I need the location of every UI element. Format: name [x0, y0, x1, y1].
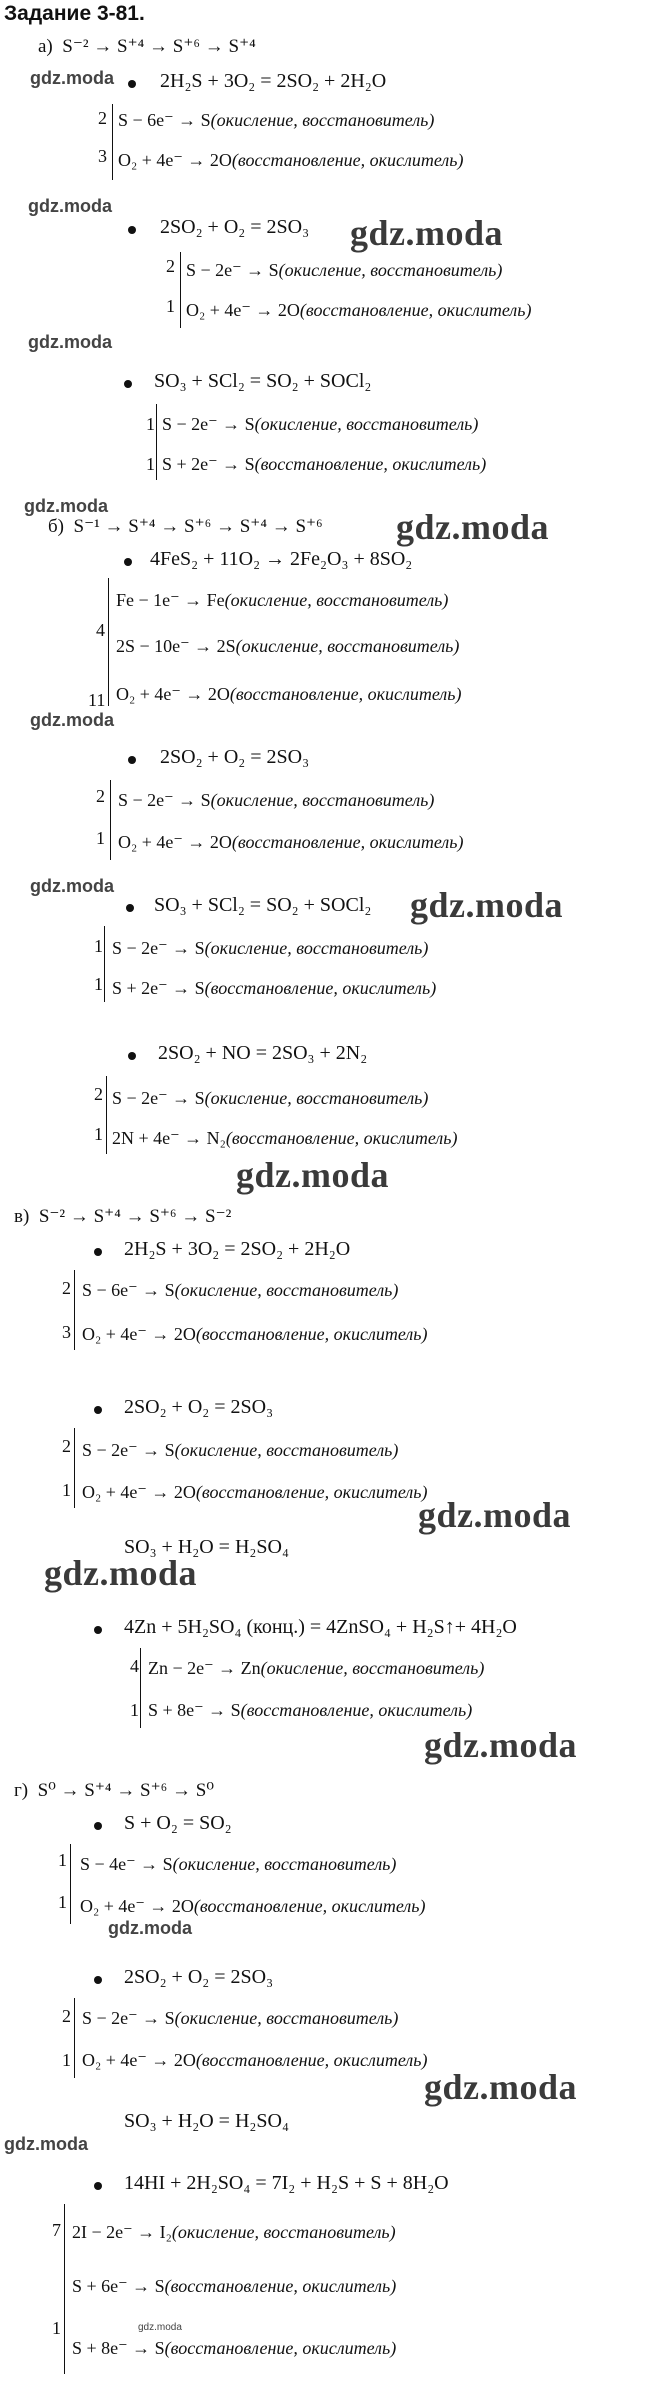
section-a-chain: S⁻² → S⁺⁴ → S⁺⁶ → S⁺⁴: [62, 36, 256, 57]
section-v-chain: S⁻² → S⁺⁴ → S⁺⁶ → S⁻²: [38, 1206, 232, 1227]
half-reaction: [186, 300, 531, 320]
equation: 2SO₂ + O₂ = 2SO₃: [124, 1396, 274, 1418]
balance-bar: [112, 104, 113, 180]
coefficient: 7: [52, 2220, 61, 2240]
balance-bar: [110, 780, 111, 860]
half-reaction-note: (восстановление, окислитель): [254, 454, 487, 474]
balance-bar: [64, 2204, 65, 2374]
coefficient: 1: [166, 296, 175, 316]
equation: S + O₂ = SO₂: [124, 1812, 232, 1834]
coefficient: 1: [58, 1892, 67, 1912]
section-g-header: [14, 1780, 214, 1802]
half-reaction-formula: S − 2e⁻ → S: [112, 1088, 205, 1108]
half-reaction-formula: S − 2e⁻ → S: [112, 938, 205, 958]
half-reaction: [80, 1854, 396, 1874]
half-reaction-note: (окисление, восстановитель): [172, 1854, 397, 1874]
watermark: gdz.moda: [138, 2322, 182, 2333]
balance-bar: [106, 1076, 107, 1154]
half-reaction-note: (восстановление, окислитель): [225, 1128, 458, 1148]
half-reaction: [80, 1896, 425, 1916]
half-reaction-formula: O₂ + 4e⁻ → 2O: [80, 1896, 194, 1916]
half-reaction-note: (окисление, восстановитель): [278, 260, 503, 280]
half-reaction-formula: S − 2e⁻ → S: [82, 2008, 175, 2028]
equation: 2SO₂ + O₂ = 2SO₃: [124, 1966, 274, 1988]
half-reaction-note: (восстановление, окислитель): [195, 2050, 428, 2070]
watermark: gdz.moda: [30, 68, 114, 88]
half-reaction-formula: O₂ + 4e⁻ → 2O: [82, 1324, 196, 1344]
section-b-header: [48, 516, 323, 538]
half-reaction: [116, 684, 461, 704]
equation: SO₃ + SCl₂ = SO₂ + SOCl₂: [154, 370, 372, 392]
watermark: gdz.moda: [424, 2067, 578, 2107]
watermark: gdz.moda: [418, 1495, 572, 1535]
half-reaction: [72, 2276, 396, 2296]
coefficient: 1: [62, 1480, 71, 1500]
watermark: gdz.moda: [4, 2134, 88, 2154]
coefficient: 1: [96, 828, 105, 848]
coefficient: 2: [62, 2006, 71, 2026]
balance-bar: [108, 578, 109, 706]
half-reaction: [186, 260, 502, 280]
section-v-header: [14, 1206, 231, 1228]
balance-bar: [74, 1428, 75, 1508]
bullet: [94, 2182, 102, 2190]
bullet: [124, 558, 132, 566]
coefficient: 2: [96, 786, 105, 806]
watermark: gdz.moda: [24, 496, 108, 516]
watermark: gdz.moda: [236, 1155, 390, 1195]
half-reaction-formula: S − 2e⁻ → S: [82, 1440, 175, 1460]
task-title: Задание 3-81.: [4, 2, 145, 25]
coefficient: 3: [98, 146, 107, 166]
half-reaction: [148, 1700, 472, 1720]
bullet: [128, 1052, 136, 1060]
coefficient: 3: [62, 1322, 71, 1342]
bullet: [94, 1976, 102, 1984]
coefficient: 11: [88, 690, 106, 710]
section-b-label: б): [48, 516, 64, 537]
half-reaction: [118, 110, 434, 130]
half-reaction-formula: S + 6e⁻ → S: [72, 2276, 165, 2296]
half-reaction: [112, 978, 436, 998]
half-reaction-formula: O₂ + 4e⁻ → 2O: [118, 832, 232, 852]
balance-bar: [74, 1270, 75, 1350]
half-reaction-note: (восстановление, окислитель): [231, 150, 464, 170]
half-reaction-formula: 2N + 4e⁻ → N₂: [112, 1128, 226, 1148]
half-reaction: [116, 636, 459, 656]
half-reaction: [82, 2008, 398, 2028]
bullet: [124, 380, 132, 388]
coefficient: 1: [94, 936, 103, 956]
bullet: [128, 756, 136, 764]
coefficient: 2: [166, 256, 175, 276]
half-reaction-note: (окисление, восстановитель): [254, 414, 479, 434]
half-reaction-note: (окисление, восстановитель): [210, 790, 435, 810]
half-reaction: [72, 2338, 396, 2358]
bullet: [128, 226, 136, 234]
coefficient: 1: [94, 1124, 103, 1144]
coefficient: 1: [94, 974, 103, 994]
half-reaction-note: (восстановление, окислитель): [231, 832, 464, 852]
watermark: gdz.moda: [44, 1553, 198, 1593]
half-reaction-formula: S − 2e⁻ → S: [118, 790, 211, 810]
section-g-label: г): [14, 1780, 29, 1801]
half-reaction-note: (восстановление, окислитель): [193, 1896, 426, 1916]
coefficient: 2: [94, 1084, 103, 1104]
equation: SO₃ + H₂O = H₂SO₄: [124, 2110, 289, 2132]
watermark: gdz.moda: [410, 885, 564, 925]
half-reaction: [72, 2222, 396, 2242]
coefficient: 1: [52, 2318, 61, 2338]
half-reaction: [112, 1128, 457, 1148]
half-reaction-note: (окисление, восстановитель): [174, 2008, 399, 2028]
half-reaction-note: (восстановление, окислитель): [229, 684, 462, 704]
coefficient: 1: [62, 2050, 71, 2070]
half-reaction-note: (окисление, восстановитель): [260, 1658, 485, 1678]
balance-bar: [140, 1648, 141, 1728]
coefficient: 1: [58, 1850, 67, 1870]
bullet: [94, 1248, 102, 1256]
half-reaction-note: (восстановление, окислитель): [195, 1482, 428, 1502]
section-v-label: в): [14, 1206, 30, 1227]
coefficient: 2: [62, 1436, 71, 1456]
half-reaction-note: (восстановление, окислитель): [204, 978, 437, 998]
half-reaction-formula: O₂ + 4e⁻ → 2O: [116, 684, 230, 704]
half-reaction-formula: S − 6e⁻ → S: [118, 110, 211, 130]
equation: SO₃ + SCl₂ = SO₂ + SOCl₂: [154, 894, 372, 916]
bullet: [94, 1406, 102, 1414]
equation: 2SO₂ + NO = 2SO₃ + 2N₂: [158, 1042, 368, 1064]
watermark: gdz.moda: [396, 507, 550, 547]
bullet: [128, 80, 136, 88]
half-reaction-note: (окисление, восстановитель): [204, 1088, 429, 1108]
half-reaction: [82, 1280, 398, 1300]
section-g-chain: S⁰ → S⁺⁴ → S⁺⁶ → S⁰: [37, 1780, 214, 1801]
half-reaction-formula: S − 6e⁻ → S: [82, 1280, 175, 1300]
coefficient: 1: [130, 1700, 139, 1720]
equation: 2SO₂ + O₂ = 2SO₃: [160, 216, 310, 238]
coefficient: 2: [62, 1278, 71, 1298]
equation: SO₃ + H₂O = H₂SO₄: [124, 1536, 289, 1558]
watermark: gdz.moda: [424, 1725, 578, 1765]
half-reaction-formula: 2S − 10e⁻ → 2S: [116, 636, 236, 656]
coefficient: 4: [96, 620, 105, 640]
half-reaction: [118, 832, 463, 852]
half-reaction-formula: S − 2e⁻ → S: [186, 260, 279, 280]
half-reaction-formula: O₂ + 4e⁻ → 2O: [82, 2050, 196, 2070]
equation: 2H₂S + 3O₂ = 2SO₂ + 2H₂O: [124, 1238, 351, 1260]
half-reaction-formula: O₂ + 4e⁻ → 2O: [118, 150, 232, 170]
equation: 4FeS₂ + 11O₂ → 2Fe₂O₃ + 8SO₂: [150, 548, 413, 570]
half-reaction-note: (восстановление, окислитель): [299, 300, 532, 320]
half-reaction-note: (окисление, восстановитель): [204, 938, 429, 958]
half-reaction: [118, 150, 463, 170]
half-reaction-note: (окисление, восстановитель): [235, 636, 460, 656]
equation: 2H₂S + 3O₂ = 2SO₂ + 2H₂O: [160, 70, 387, 92]
coefficient: 4: [130, 1656, 139, 1676]
bullet: [94, 1822, 102, 1830]
half-reaction-formula: 2I − 2e⁻ → I₂: [72, 2222, 172, 2242]
half-reaction: [82, 1324, 427, 1344]
balance-bar: [70, 1844, 71, 1924]
watermark: gdz.moda: [350, 213, 504, 253]
watermark: gdz.moda: [28, 332, 112, 352]
half-reaction-note: (восстановление, окислитель): [164, 2276, 397, 2296]
section-a-header: [38, 36, 256, 58]
half-reaction: [162, 454, 486, 474]
coefficient: 2: [98, 108, 107, 128]
balance-bar: [104, 926, 105, 1002]
half-reaction-note: (окисление, восстановитель): [174, 1440, 399, 1460]
half-reaction-note: (окисление, восстановитель): [174, 1280, 399, 1300]
half-reaction: [82, 2050, 427, 2070]
half-reaction-formula: S − 4e⁻ → S: [80, 1854, 173, 1874]
half-reaction-formula: Zn − 2e⁻ → Zn: [148, 1658, 261, 1678]
equation: 2SO₂ + O₂ = 2SO₃: [160, 746, 310, 768]
half-reaction-formula: S + 8e⁻ → S: [148, 1700, 241, 1720]
bullet: [126, 904, 134, 912]
watermark: gdz.moda: [30, 710, 114, 730]
half-reaction: [116, 590, 448, 610]
half-reaction-note: (восстановление, окислитель): [240, 1700, 473, 1720]
bullet: [94, 1626, 102, 1634]
half-reaction: [162, 414, 478, 434]
watermark: gdz.moda: [28, 196, 112, 216]
half-reaction: [148, 1658, 484, 1678]
half-reaction-formula: O₂ + 4e⁻ → 2O: [186, 300, 300, 320]
half-reaction-formula: S + 2e⁻ → S: [112, 978, 205, 998]
half-reaction: [112, 938, 428, 958]
balance-bar: [180, 252, 181, 328]
half-reaction-note: (окисление, восстановитель): [171, 2222, 396, 2242]
half-reaction-note: (восстановление, окислитель): [195, 1324, 428, 1344]
half-reaction: [82, 1440, 398, 1460]
coefficient: 1: [146, 454, 155, 474]
coefficient: 1: [146, 414, 155, 434]
section-b-chain: S⁻¹ → S⁺⁴ → S⁺⁶ → S⁺⁴ → S⁺⁶: [73, 516, 323, 537]
half-reaction-formula: S + 2e⁻ → S: [162, 454, 255, 474]
half-reaction: [118, 790, 434, 810]
half-reaction-formula: Fe − 1e⁻ → Fe: [116, 590, 225, 610]
balance-bar: [156, 404, 157, 480]
section-a-label: а): [38, 36, 53, 57]
equation: 14HI + 2H₂SO₄ = 7I₂ + H₂S + S + 8H₂O: [124, 2172, 449, 2194]
half-reaction-formula: S + 8e⁻ → S: [72, 2338, 165, 2358]
balance-bar: [74, 1998, 75, 2078]
watermark: gdz.moda: [108, 1918, 192, 1938]
half-reaction-formula: O₂ + 4e⁻ → 2O: [82, 1482, 196, 1502]
half-reaction-formula: S − 2e⁻ → S: [162, 414, 255, 434]
half-reaction-note: (окисление, восстановитель): [210, 110, 435, 130]
half-reaction: [112, 1088, 428, 1108]
half-reaction-note: (окисление, восстановитель): [224, 590, 449, 610]
watermark: gdz.moda: [30, 876, 114, 896]
equation: 4Zn + 5H₂SO₄ (конц.) = 4ZnSO₄ + H₂S↑+ 4H₂O: [124, 1616, 517, 1638]
half-reaction-note: (восстановление, окислитель): [164, 2338, 397, 2358]
half-reaction: [82, 1482, 427, 1502]
